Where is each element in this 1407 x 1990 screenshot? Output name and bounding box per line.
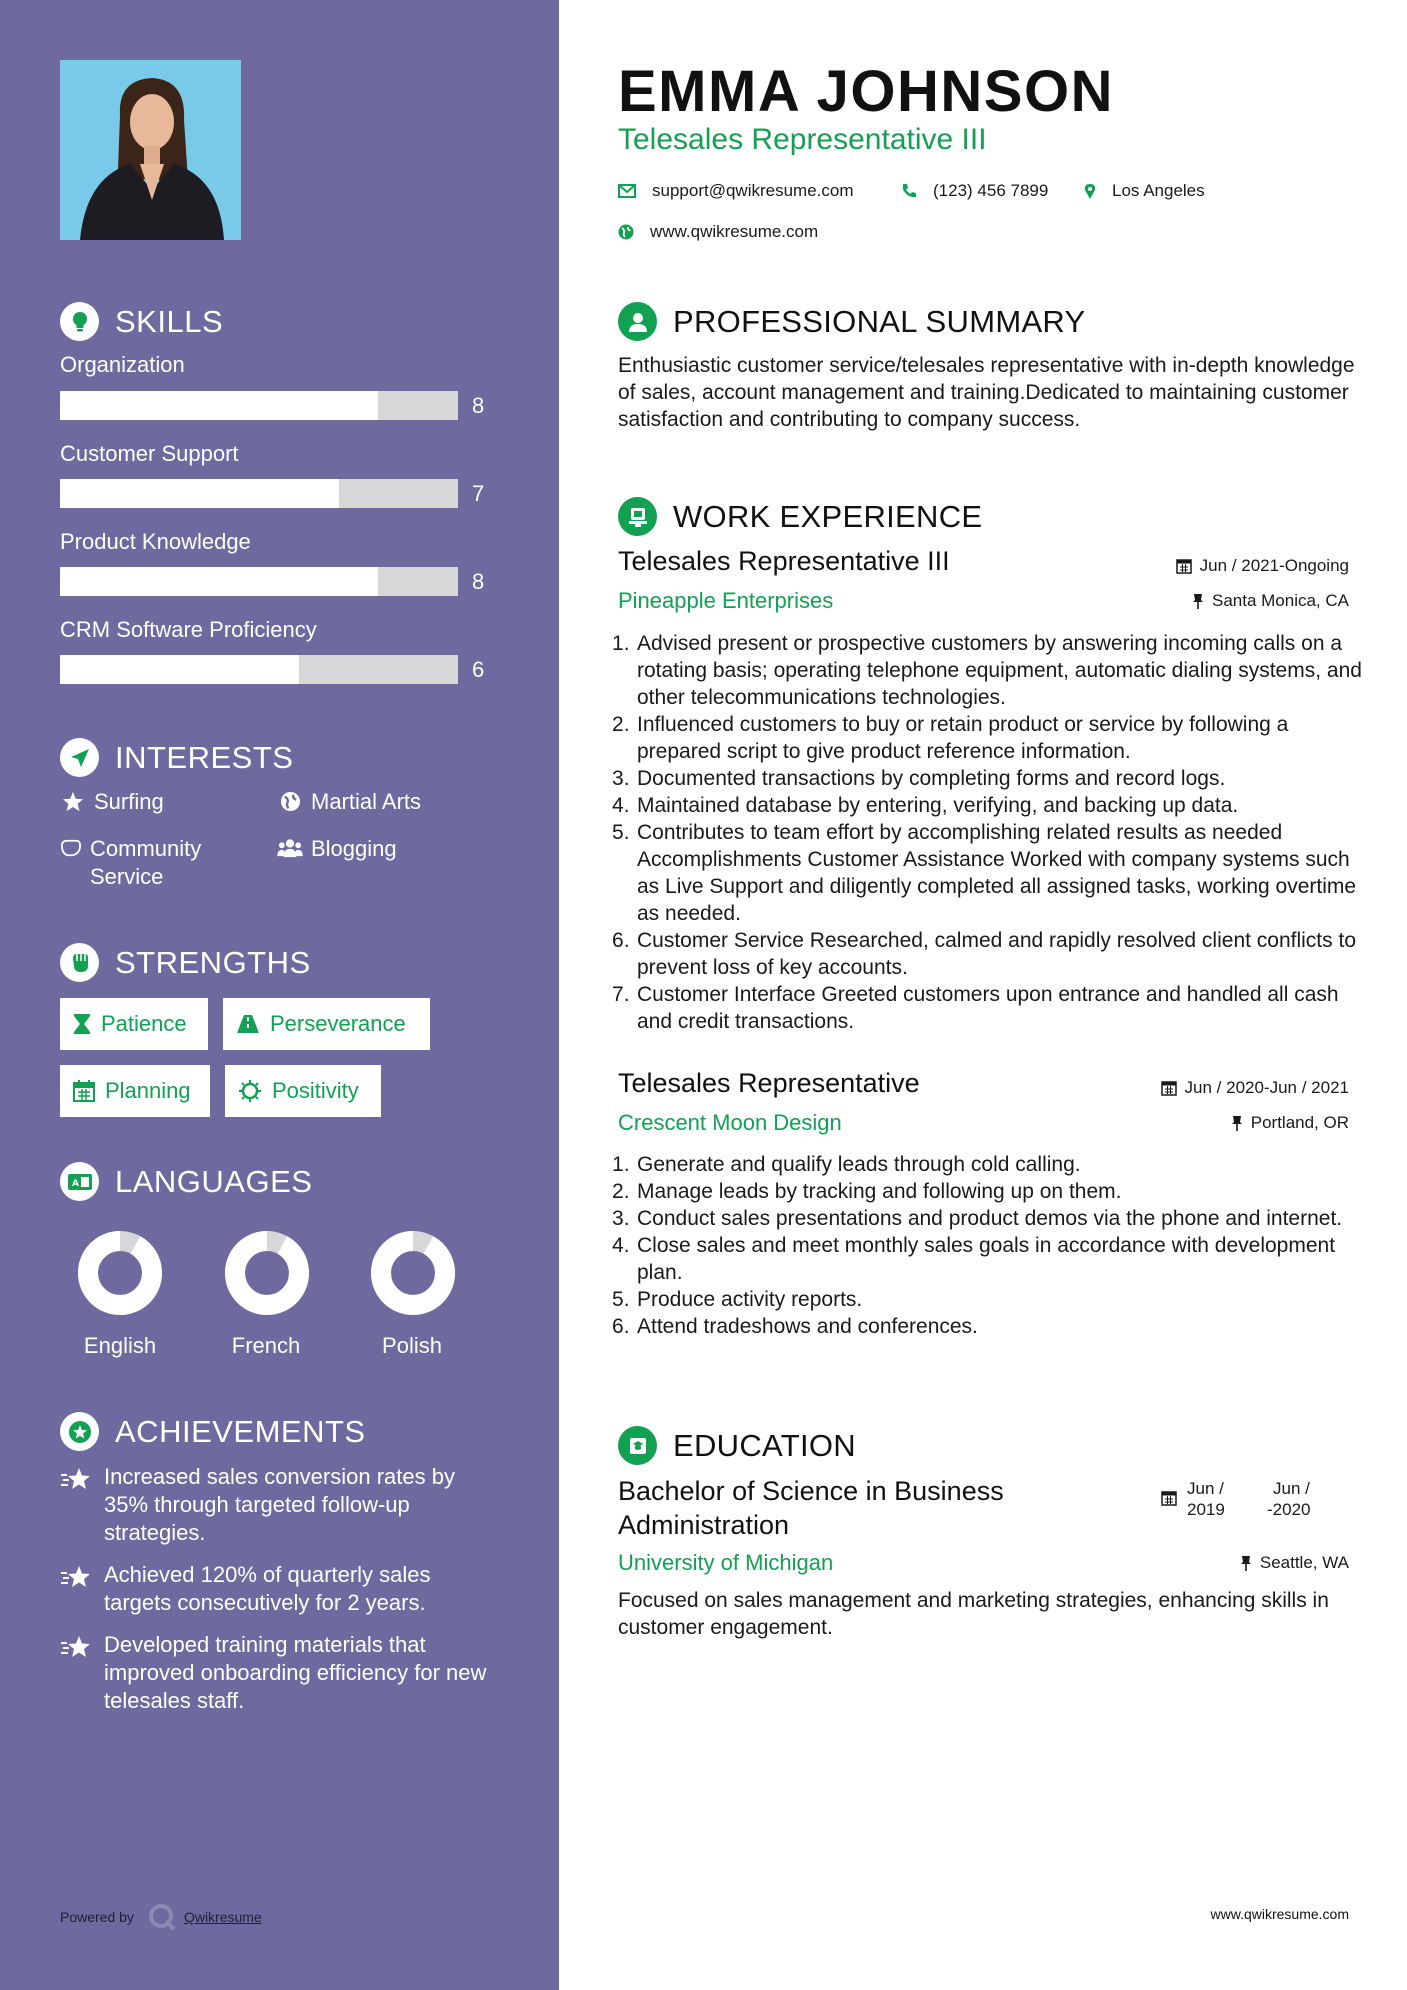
education-heading	[618, 1426, 856, 1465]
interest-item	[60, 835, 250, 891]
job-dates-text: Jun / 2021-Ongoing	[1199, 556, 1349, 575]
skill-bar	[60, 391, 458, 420]
duty-item: Maintained database by entering, verifying, and backing up data.	[637, 794, 1239, 817]
languages-heading	[60, 1162, 312, 1201]
language-icon	[60, 1162, 99, 1201]
sun-icon	[238, 1079, 262, 1103]
language-label: English	[83, 1333, 157, 1358]
skill-value: 8	[472, 569, 485, 594]
candidate-role: Telesales Representative III	[618, 123, 987, 156]
skill-name: Organization	[60, 352, 185, 377]
skill-bar-fill	[60, 655, 299, 684]
achievement-star-icon	[60, 1561, 92, 1617]
duty-item: Conduct sales presentations and product demos via the phone and internet.	[637, 1207, 1343, 1230]
school-name: University of Michigan	[618, 1550, 834, 1575]
strength-chip	[60, 998, 208, 1050]
achievement-text: Increased sales conversion rates by 35% through targeted follow-up strategies.	[104, 1464, 455, 1545]
globe-icon	[618, 224, 634, 240]
duty-item: Contributes to team effort by accomplishing related results as needed Accomplishments Customer Assistance Worked with company systems such as Live Support and diligently completed all assigned tasks, working overtime as needed.	[637, 821, 1357, 925]
language-donut	[365, 1225, 461, 1321]
skill-name: Product Knowledge	[60, 529, 251, 554]
job-location	[1231, 1113, 1349, 1133]
fist-icon	[60, 943, 99, 982]
road-icon	[236, 1014, 260, 1034]
language-donut	[72, 1225, 168, 1321]
interest-label: Blogging	[311, 836, 397, 861]
hand-icon	[60, 835, 82, 858]
language-label: French	[231, 1333, 301, 1358]
skill-bar-fill	[60, 479, 339, 508]
strength-label: Patience	[101, 1011, 187, 1036]
sidebar	[0, 0, 559, 1990]
pin-icon	[1240, 1555, 1252, 1571]
education-end-month: Jun /	[1273, 1479, 1310, 1498]
qwikresume-link[interactable]: Qwikresume	[183, 1909, 262, 1925]
duty-item: Close sales and meet monthly sales goals in accordance with development plan.	[637, 1234, 1336, 1284]
education-location	[1240, 1553, 1349, 1573]
briefcase-icon	[618, 497, 657, 536]
experience-title: WORK EXPERIENCE	[673, 498, 983, 534]
strength-label: Perseverance	[270, 1011, 406, 1036]
job-location-text: Portland, OR	[1250, 1113, 1349, 1132]
calendar-icon	[1176, 558, 1192, 574]
duties-list	[618, 1151, 1370, 1340]
skill-bar-fill	[60, 391, 378, 420]
calendar-icon	[1161, 1080, 1177, 1096]
website-contact[interactable]	[618, 222, 818, 242]
job-location-text: Santa Monica, CA	[1211, 591, 1349, 610]
duties-list	[618, 630, 1370, 1035]
strengths-title: STRENGTHS	[115, 944, 311, 980]
website-text: www.qwikresume.com	[650, 222, 819, 241]
language-label: Polish	[382, 1333, 442, 1358]
strength-chip	[225, 1065, 381, 1117]
powered-by	[60, 1903, 262, 1931]
candidate-name: EMMA JOHNSON	[618, 59, 1114, 124]
job-dates	[1161, 1078, 1349, 1098]
interests-heading	[60, 738, 293, 777]
globe-icon	[277, 788, 303, 812]
experience-heading	[618, 497, 982, 536]
duty-item: Influenced customers to buy or retain product or service by following a prepared script to give product reference information.	[637, 713, 1289, 763]
duty-item: Attend tradeshows and conferences.	[637, 1315, 978, 1338]
strength-chip	[223, 998, 430, 1050]
education-start-month: Jun /	[1187, 1479, 1224, 1498]
hourglass-icon	[73, 1013, 91, 1035]
interest-item	[277, 788, 421, 816]
strength-chip	[60, 1065, 210, 1117]
pin-icon	[1231, 1115, 1243, 1131]
phone-contact[interactable]	[901, 181, 1048, 201]
skills-title: SKILLS	[115, 303, 224, 339]
achievements-heading	[60, 1412, 366, 1451]
interest-label: Surfing	[94, 789, 164, 814]
skill-name: Customer Support	[60, 441, 239, 466]
pin-icon	[1192, 593, 1204, 609]
graduation-icon	[618, 1426, 657, 1465]
email-contact[interactable]	[618, 181, 854, 201]
education-end-year: -2020	[1267, 1500, 1311, 1519]
skill-bar-fill	[60, 567, 378, 596]
summary-heading	[618, 302, 1086, 341]
company-name: Crescent Moon Design	[618, 1110, 842, 1135]
achievement-text: Achieved 120% of quarterly sales targets consecutively for 2 years.	[104, 1562, 431, 1615]
strengths-heading	[60, 943, 311, 982]
users-icon	[277, 835, 303, 858]
achievement-item	[60, 1631, 500, 1715]
summary-title: PROFESSIONAL SUMMARY	[673, 303, 1086, 339]
education-dates	[1161, 1478, 1323, 1520]
education-start-year: 2019	[1187, 1500, 1225, 1519]
achievement-item	[60, 1463, 500, 1547]
duty-item: Customer Service Researched, calmed and rapidly resolved client conflicts to prevent loss of key accounts.	[637, 929, 1356, 979]
achievement-item	[60, 1561, 500, 1617]
user-icon	[618, 302, 657, 341]
company-name: Pineapple Enterprises	[618, 588, 834, 613]
svg-text:A: A	[71, 1178, 79, 1189]
skill-bar	[60, 479, 458, 508]
education-location-text: Seattle, WA	[1259, 1553, 1349, 1572]
duty-item: Advised present or prospective customers by answering incoming calls on a rotating basis; operating telephone equipment, automatic dialing systems, and other telecommunications technologies.	[637, 632, 1362, 709]
calendar-icon	[1161, 1478, 1177, 1511]
education-description: Focused on sales management and marketing strategies, enhancing skills in customer engagement.	[618, 1589, 1329, 1639]
strength-label: Planning	[105, 1078, 191, 1103]
skill-bar	[60, 655, 458, 684]
email-text: support@qwikresume.com	[652, 181, 854, 200]
job-title: Telesales Representative III	[618, 546, 950, 576]
footer-website-link[interactable]: www.qwikresume.com	[1210, 1906, 1349, 1922]
qwikresume-logo-icon	[148, 1903, 176, 1931]
summary-text: Enthusiastic customer service/telesales representative with in-depth knowledge of sales, account management and training.Dedicated to maintaining customer satisfaction and contributing to company success.	[618, 354, 1355, 431]
achievement-star-icon	[60, 1463, 92, 1547]
degree-title: Bachelor of Science in Business Administration	[618, 1476, 1004, 1540]
education-title: EDUCATION	[673, 1427, 856, 1463]
duty-item: Generate and qualify leads through cold calling.	[637, 1153, 1081, 1176]
badge-star-icon	[60, 1412, 99, 1451]
interest-label: Community Service	[90, 836, 202, 889]
star-icon	[60, 788, 86, 812]
skills-heading	[60, 302, 223, 341]
skill-value: 8	[472, 393, 485, 418]
skill-name: CRM Software Proficiency	[60, 617, 317, 642]
envelope-icon	[618, 184, 636, 198]
rocket-icon	[60, 738, 99, 777]
skill-value: 6	[472, 657, 485, 682]
duty-item: Documented transactions by completing forms and record logs.	[637, 767, 1226, 790]
calendar-icon	[73, 1080, 95, 1102]
duty-item: Customer Interface Greeted customers upon entrance and handled all cash and credit transactions.	[637, 983, 1339, 1033]
location-text: Los Angeles	[1112, 181, 1205, 200]
location-contact	[1084, 181, 1205, 201]
lightbulb-icon	[60, 302, 99, 341]
phone-text: (123) 456 7899	[933, 181, 1049, 200]
achievement-text: Developed training materials that improved onboarding efficiency for new telesales staff.	[104, 1632, 487, 1713]
education-start	[1187, 1478, 1243, 1520]
skill-value: 7	[472, 481, 485, 506]
profile-photo	[60, 60, 241, 240]
job-dates-text: Jun / 2020-Jun / 2021	[1184, 1078, 1349, 1097]
achievements-title: ACHIEVEMENTS	[115, 1413, 366, 1449]
duty-item: Produce activity reports.	[637, 1288, 863, 1311]
job-title: Telesales Representative	[618, 1068, 920, 1098]
interest-item	[277, 835, 397, 863]
interests-title: INTERESTS	[115, 739, 294, 775]
phone-icon	[901, 183, 917, 199]
achievement-star-icon	[60, 1631, 92, 1715]
duty-item: Manage leads by tracking and following up on them.	[637, 1180, 1122, 1203]
language-donut	[219, 1225, 315, 1321]
skill-bar	[60, 567, 458, 596]
interest-item	[60, 788, 164, 816]
strength-label: Positivity	[272, 1078, 359, 1103]
powered-by-label: Powered by	[60, 1909, 134, 1925]
languages-title: LANGUAGES	[115, 1163, 313, 1199]
interest-label: Martial Arts	[311, 789, 422, 814]
job-location	[1192, 591, 1349, 611]
job-dates	[1176, 556, 1349, 576]
main-content	[559, 0, 1407, 1990]
map-pin-icon	[1084, 183, 1096, 200]
education-end	[1267, 1478, 1323, 1520]
